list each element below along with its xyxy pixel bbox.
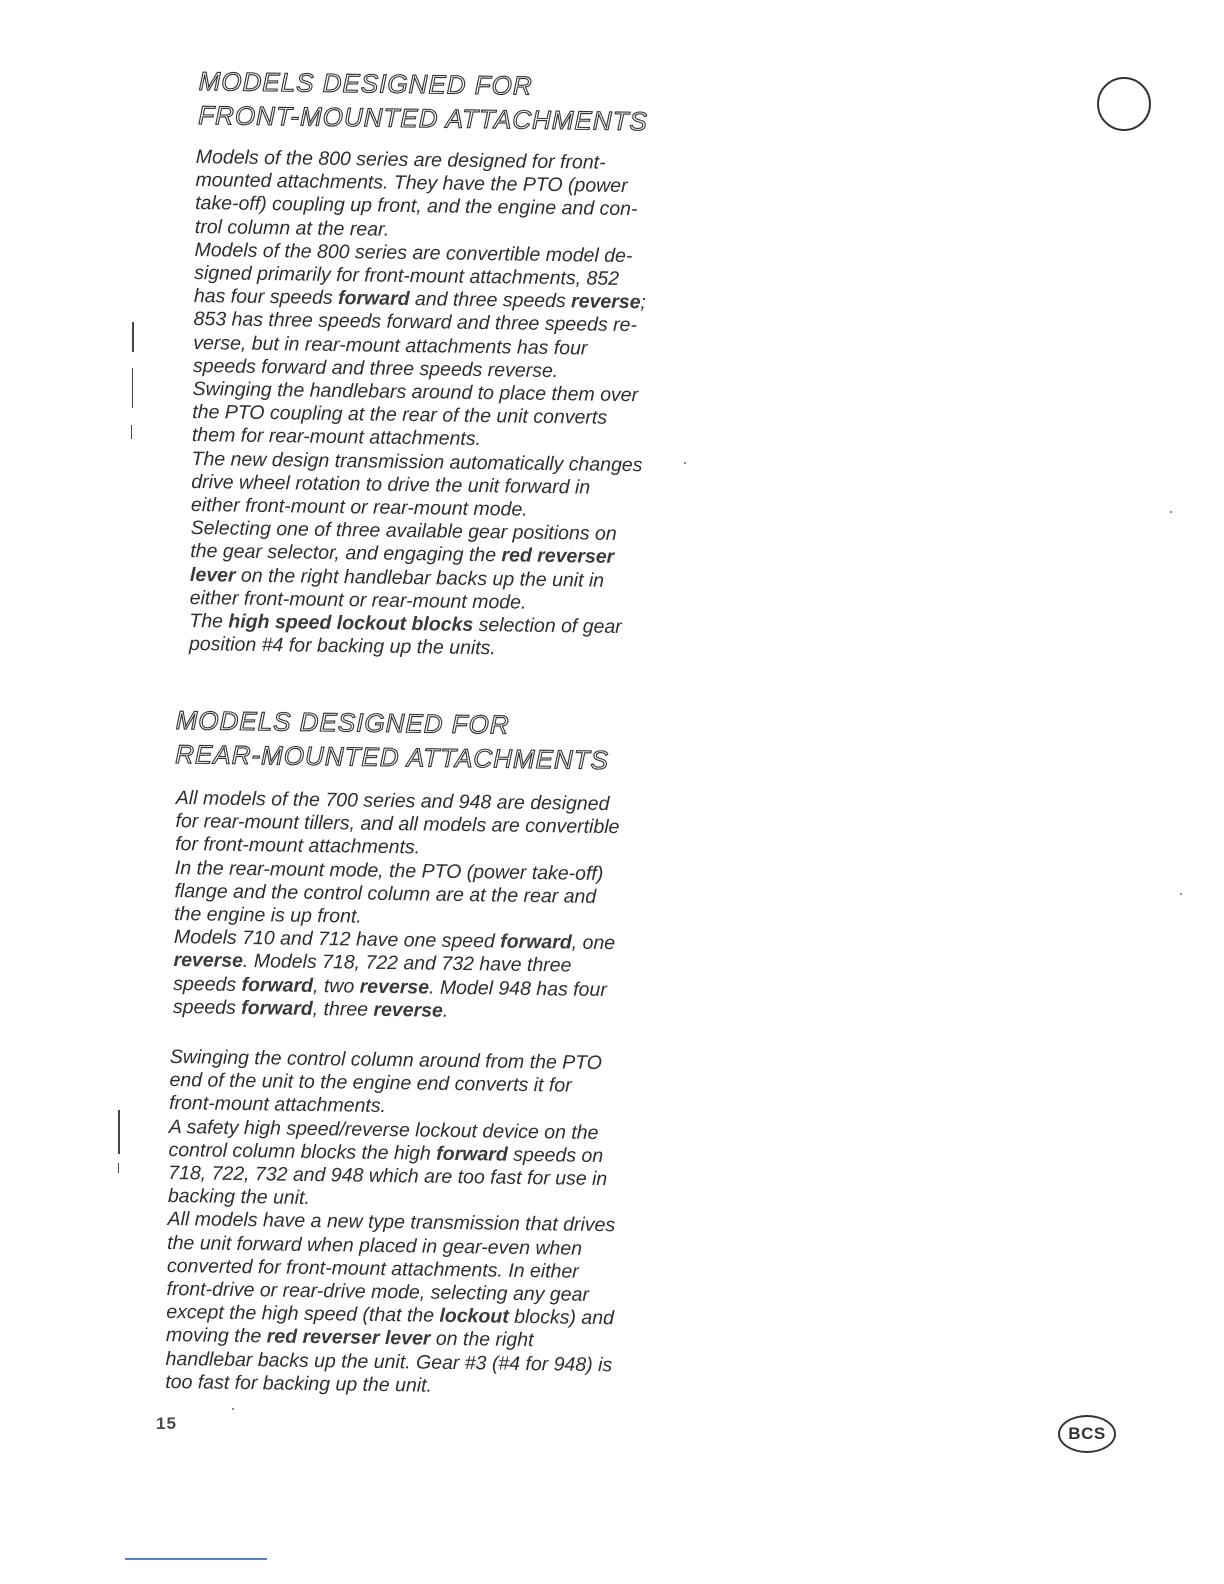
text-line: except the high speed (that the lockout blocks) and	[166, 1301, 615, 1330]
change-bar-5	[118, 1163, 119, 1173]
text-line: end of the unit to the engine end converts it for	[169, 1069, 572, 1097]
emphasis: forward	[241, 973, 314, 997]
text-line: lever on the right handlebar backs up the unit in	[189, 563, 605, 592]
emphasis: forward	[436, 1142, 508, 1166]
text-line: either front-mount or rear-mount mode.	[189, 586, 527, 614]
heading-front-mounted	[198, 64, 649, 138]
emphasis: forward	[500, 930, 572, 954]
text-line: verse, but in rear-mount attachments has four	[193, 331, 588, 360]
emphasis: forward	[337, 287, 410, 311]
text-line: Swinging the handlebars around to place them over	[192, 378, 639, 407]
rear-section-body-2	[165, 1046, 618, 1400]
change-bar-3	[131, 425, 132, 439]
text-line: Selecting one of three available gear positions on	[190, 517, 617, 546]
footnote-rule	[125, 1558, 267, 1560]
text-line: take-off) coupling up front, and the engine and con-	[195, 192, 638, 221]
emphasis: red reverser lever	[266, 1325, 431, 1351]
text-line: All models have a new type transmission that drives	[167, 1208, 616, 1237]
emphasis: reverse	[359, 975, 430, 999]
text-line: reverse. Models 718, 722 and 732 have three	[173, 949, 572, 977]
scan-dot	[684, 462, 686, 464]
text-line: Models of the 800 series are designed for front-	[195, 146, 606, 174]
change-bar-4	[118, 1110, 120, 1154]
heading-front-line-2: FRONT-MOUNTED ATTACHMENTS	[198, 99, 649, 137]
text-line: moving the red reverser lever on the right	[165, 1324, 534, 1352]
bcs-logo	[1058, 1415, 1116, 1453]
text-line: signed primarily for front-mount attachments, 852	[194, 262, 620, 290]
heading-rear-mounted	[175, 703, 610, 777]
text-line: the unit forward when placed in gear-even when	[167, 1231, 583, 1260]
text-line: has four speeds forward and three speeds reverse;	[193, 285, 647, 314]
emphasis: reverse	[373, 998, 443, 1022]
heading-front-line-1: MODELS DESIGNED FOR	[198, 65, 533, 101]
heading-rear-line-2: REAR-MOUNTED ATTACHMENTS	[175, 738, 610, 776]
text-line: for rear-mount tillers, and all models are convertible	[175, 810, 620, 839]
text-line: converted for front-mount attachments. In either	[166, 1254, 579, 1283]
emphasis: forward	[241, 996, 313, 1020]
text-line: drive wheel rotation to drive the unit forward in	[191, 470, 591, 499]
bcs-logo-text: BCS	[1068, 1424, 1106, 1443]
text-line: All models of the 700 series and 948 are designed	[175, 787, 610, 816]
emphasis: reverse	[570, 290, 641, 314]
text-line: front-drive or rear-drive mode, selecting any gear	[166, 1278, 590, 1306]
emphasis: lever	[189, 563, 236, 587]
scan-dot	[1170, 511, 1172, 513]
page-number: 15	[156, 1414, 177, 1433]
emphasis: reverse	[173, 949, 244, 973]
text-line: mounted attachments. They have the PTO (power	[195, 169, 628, 198]
text-line: too fast for backing up the unit.	[165, 1370, 433, 1397]
text-line: 853 has three speeds forward and three speeds re-	[193, 308, 638, 337]
text-line: flange and the control column are at the rear and	[174, 879, 597, 908]
emphasis: lockout	[439, 1305, 509, 1328]
text-line: either front-mount or rear-mount mode.	[190, 494, 528, 521]
rear-section-body-1	[173, 787, 620, 1025]
text-line: A safety high speed/reverse lockout device on the	[168, 1115, 599, 1144]
punch-hole-circle	[1097, 77, 1151, 131]
text-line: Models 710 and 712 have one speed forward, one	[173, 926, 616, 955]
text-line: for front-mount attachments.	[175, 833, 421, 859]
heading-rear-line-1: MODELS DESIGNED FOR	[175, 704, 510, 740]
text-line: 718, 722, 732 and 948 which are too fast for use in	[168, 1162, 608, 1191]
change-bar-1	[132, 322, 134, 352]
text-line: Models of the 800 series are convertible model de-	[194, 238, 633, 267]
text-line: speeds forward and three speeds reverse.	[192, 354, 559, 382]
scan-dot	[232, 1408, 234, 1410]
emphasis: red reverser	[501, 544, 615, 569]
text-line: The new design transmission automatically changes	[191, 447, 643, 476]
text-line: speeds forward, two reverse. Model 948 has four	[173, 972, 607, 1001]
text-line: the gear selector, and engaging the red reverser	[190, 540, 615, 569]
text-line: the engine is up front.	[174, 903, 362, 928]
text-line: In the rear-mount mode, the PTO (power take-off)	[174, 856, 604, 885]
text-line: position #4 for backing up the units.	[188, 633, 496, 660]
text-line: the PTO coupling at the rear of the unit converts	[192, 401, 608, 429]
text-line: front-mount attachments.	[169, 1092, 387, 1118]
text-line: handlebar backs up the unit. Gear #3 (#4 for 948) is	[165, 1347, 613, 1376]
text-line: backing the unit.	[167, 1185, 311, 1210]
scan-dot	[1180, 893, 1182, 895]
text-line: The high speed lockout blocks selection of gear	[189, 610, 622, 639]
text-line: trol column at the rear.	[194, 215, 390, 241]
text-line: them for rear-mount attachments.	[191, 424, 482, 451]
emphasis: high speed lockout blocks	[228, 610, 474, 636]
change-bar-2	[132, 368, 133, 408]
text-line: Swinging the control column around from the PTO	[169, 1046, 603, 1075]
front-section-body	[189, 146, 648, 663]
text-line: speeds forward, three reverse.	[172, 995, 449, 1022]
text-line: control column blocks the high forward speeds on	[168, 1138, 604, 1167]
